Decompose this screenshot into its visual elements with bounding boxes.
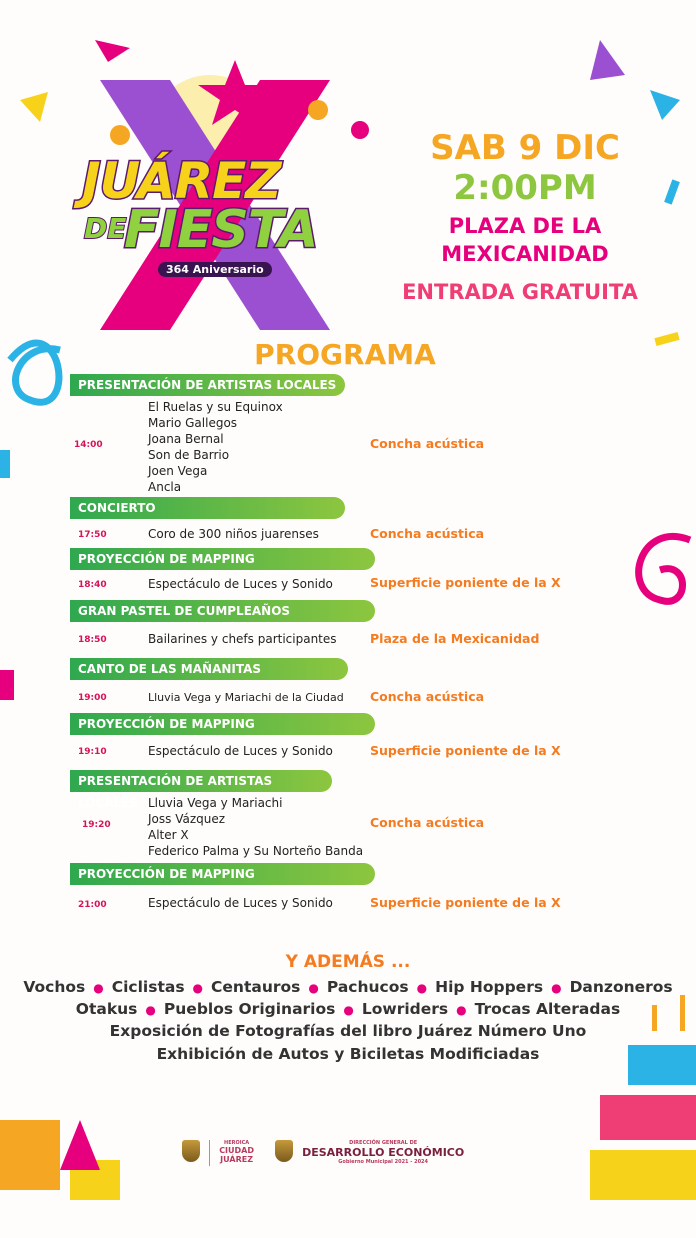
event-place-line2: MEXICANIDAD	[441, 242, 609, 266]
time-cell: 17:50	[78, 530, 107, 540]
acts-list	[148, 526, 319, 542]
logo-word-juarez: JUÁREZ	[82, 152, 281, 210]
act-item: Espectáculo de Luces y Sonido	[148, 896, 333, 910]
city-logo-name: CIUDAD	[219, 1146, 255, 1155]
logo-word-fiesta: FIESTA	[124, 200, 318, 260]
category-bar: PRESENTACIÓN DE ARTISTAS LOCALES	[70, 374, 345, 396]
place-cell: Superficie poniente de la X	[370, 743, 561, 758]
bullet-dot: ●	[343, 1002, 354, 1017]
ademas-item: Pachucos	[326, 978, 409, 996]
dept-logo-text	[302, 1140, 464, 1165]
place-cell: Concha acústica	[370, 689, 485, 704]
divider	[209, 1140, 210, 1166]
logo-anniversary-badge: 364 Aniversario	[158, 262, 272, 277]
cake-layer	[600, 1095, 696, 1140]
category-bar: PROYECCIÓN DE MAPPING	[70, 713, 375, 735]
city-logo-text	[219, 1140, 254, 1164]
bullet-dot: ●	[93, 980, 104, 995]
ademas-line-1	[0, 978, 696, 996]
acts-list	[148, 743, 333, 759]
city-logo	[182, 1140, 254, 1166]
acts-list	[148, 631, 337, 647]
act-item: Federico Palma y Su Norteño Banda	[148, 844, 364, 858]
program-title: PROGRAMA	[254, 338, 436, 371]
dept-shield-icon	[275, 1140, 293, 1162]
triangle-confetti	[20, 92, 48, 122]
dept-logo	[275, 1140, 464, 1166]
ademas-line-3: Exposición de Fotografías del libro Juárez Número Uno	[109, 1022, 587, 1040]
dept-logo-top: DIRECCIÓN GENERAL DE	[349, 1140, 418, 1146]
act-item: Bailarines y chefs participantes	[148, 632, 337, 646]
bullet-dot: ●	[192, 980, 204, 995]
act-item: Lluvia Vega y Mariachi de la Ciudad	[148, 691, 344, 704]
time-cell: 14:00	[74, 440, 103, 450]
act-item: Joss Vázquez	[148, 812, 226, 826]
city-logo-top: HEROICA	[224, 1140, 250, 1146]
city-shield-icon	[182, 1140, 200, 1162]
acts-list	[148, 399, 283, 495]
ribbon-confetti	[639, 536, 690, 601]
place-cell: Superficie poniente de la X	[370, 895, 561, 910]
acts-list	[148, 690, 344, 706]
gift-box	[0, 1120, 60, 1190]
act-item: Espectáculo de Luces y Sonido	[148, 577, 333, 591]
city-logo-name2: JUÁREZ	[220, 1155, 254, 1164]
act-item: Mario Gallegos	[148, 416, 238, 430]
ademas-line-4: Exhibición de Autos y Biciletas Modificiadas	[156, 1045, 540, 1063]
ademas-item: Otakus	[75, 1000, 138, 1018]
ademas-item: Pueblos Originarios	[163, 1000, 336, 1018]
time-cell: 18:40	[78, 580, 107, 590]
triangle-confetti	[650, 90, 680, 120]
event-place	[400, 212, 650, 268]
act-item: Espectáculo de Luces y Sonido	[148, 744, 333, 758]
bullet-dot: ●	[551, 980, 562, 995]
place-cell: Concha acústica	[370, 436, 485, 451]
act-item: Ancla	[148, 480, 182, 494]
time-cell: 18:50	[78, 635, 107, 645]
party-hat-icon	[60, 1120, 100, 1170]
act-item: Joana Bernal	[148, 432, 224, 446]
ribbon-confetti	[10, 343, 60, 402]
ademas-item: Centauros	[211, 978, 301, 996]
time-cell: 21:00	[78, 900, 107, 910]
ademas-item: Lowriders	[361, 1000, 449, 1018]
acts-list	[148, 895, 333, 911]
category-bar: PROYECCIÓN DE MAPPING	[70, 548, 375, 570]
dept-logo-name: DESARROLLO ECONÓMICO	[302, 1146, 465, 1159]
time-cell: 19:10	[78, 747, 107, 757]
ademas-item: Hip Hoppers	[435, 978, 544, 996]
category-bar: PROYECCIÓN DE MAPPING	[70, 863, 375, 885]
event-entry: ENTRADA GRATUITA	[402, 280, 638, 304]
event-place-line1: PLAZA DE LA	[448, 214, 602, 238]
category-bar: GRAN PASTEL DE CUMPLEAÑOS	[70, 600, 375, 622]
time-cell: 19:00	[78, 693, 107, 703]
time-cell: 19:20	[82, 820, 111, 830]
category-bar: CANTO DE LAS MAÑANITAS	[70, 658, 348, 680]
dept-logo-sub: Gobierno Municipal 2021 - 2024	[338, 1159, 429, 1165]
event-time: 2:00PM	[453, 168, 597, 208]
ademas-line-2	[0, 1000, 696, 1018]
rect-confetti	[654, 332, 679, 346]
juarez-de-fiesta-logo	[60, 40, 380, 340]
act-item: Joen Vega	[148, 464, 208, 478]
place-cell: Concha acústica	[370, 815, 485, 830]
ademas-item: Danzoneros	[569, 978, 673, 996]
act-item: Son de Barrio	[148, 448, 230, 462]
cake-layer	[590, 1150, 696, 1200]
acts-list	[148, 795, 363, 859]
act-item: Lluvia Vega y Mariachi	[148, 796, 283, 810]
bullet-dot: ●	[456, 1002, 467, 1017]
ademas-item: Ciclistas	[111, 978, 185, 996]
ademas-title: Y ADEMÁS ...	[285, 952, 411, 972]
ademas-item: Vochos	[23, 978, 86, 996]
act-item: Coro de 300 niños juarenses	[148, 527, 319, 541]
triangle-confetti	[590, 40, 625, 80]
logo-word-de: DE	[84, 212, 127, 245]
rect-confetti	[664, 179, 680, 204]
place-cell: Superficie poniente de la X	[370, 575, 561, 590]
acts-list	[148, 576, 333, 592]
category-bar: PRESENTACIÓN DE ARTISTAS LOCALES	[70, 770, 332, 792]
ademas-item: Trocas Alteradas	[474, 1000, 621, 1018]
place-cell: Plaza de la Mexicanidad	[370, 631, 540, 646]
place-cell: Concha acústica	[370, 526, 485, 541]
bullet-dot: ●	[416, 980, 428, 995]
event-date: SAB 9 DIC	[430, 128, 620, 168]
bullet-dot: ●	[145, 1002, 156, 1017]
act-item: Alter X	[148, 828, 189, 842]
rect-confetti	[0, 450, 10, 478]
rect-confetti	[0, 670, 14, 700]
bullet-dot: ●	[308, 980, 319, 995]
act-item: El Ruelas y su Equinox	[148, 400, 283, 414]
category-bar: CONCIERTO	[70, 497, 345, 519]
